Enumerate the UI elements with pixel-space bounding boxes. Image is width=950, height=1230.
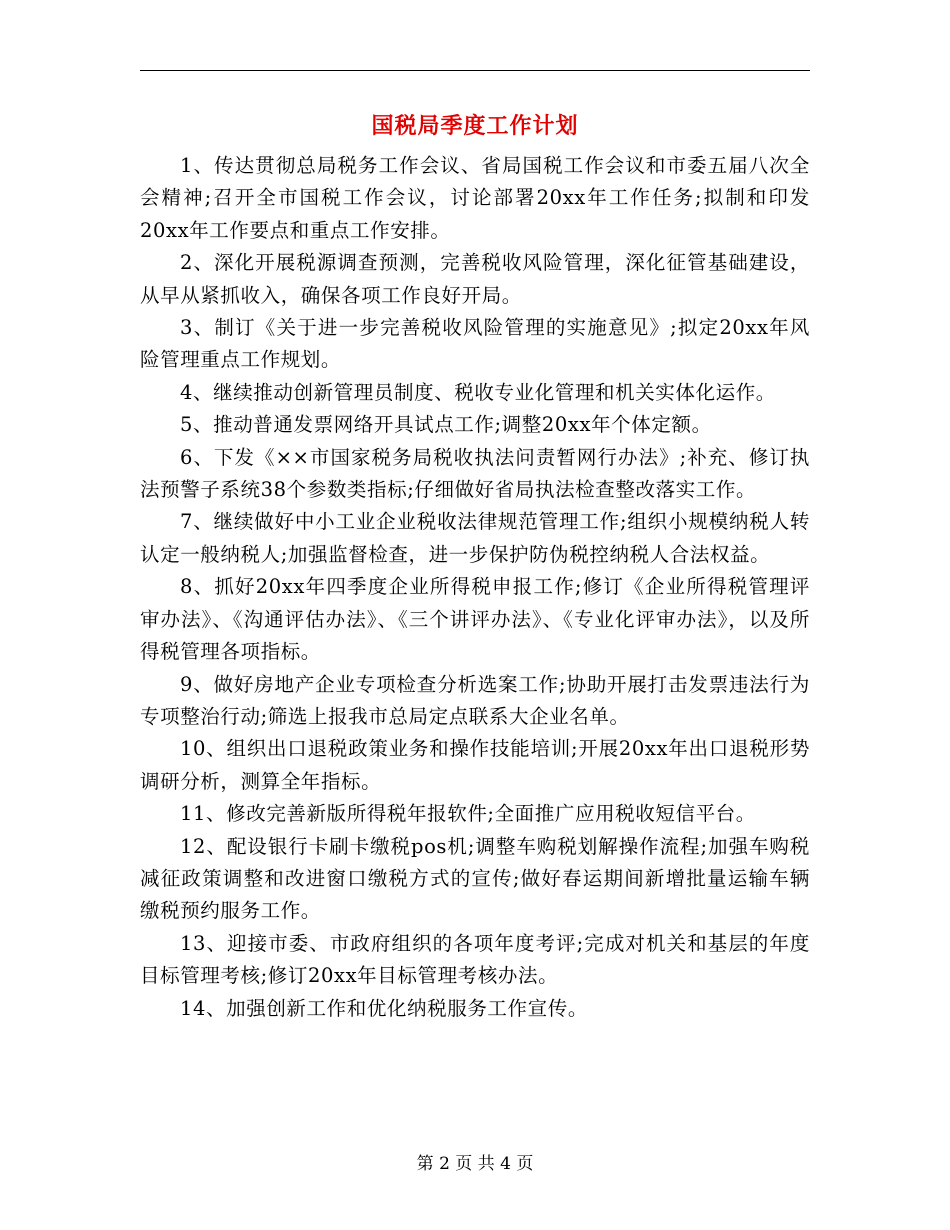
document-title: 国税局季度工作计划 xyxy=(371,113,579,139)
paragraph-13: 13、迎接市委、市政府组织的各项年度考评;完成对机关和基层的年度目标管理考核;修订20xx年目标管理考核办法。 xyxy=(140,931,810,988)
header-rule xyxy=(140,70,810,71)
document-body xyxy=(140,150,810,1025)
paragraph-9: 9、做好房地产企业专项检查分析选案工作;协助开展打击发票违法行为专项整治行动;筛选上报我市总局定点联系大企业名单。 xyxy=(140,672,810,728)
page-footer xyxy=(0,1152,950,1176)
page-number-label: 第 2 页 共 4 页 xyxy=(416,1154,534,1174)
paragraph-4: 4、继续推动创新管理员制度、税收专业化管理和机关实体化运作。 xyxy=(180,380,776,404)
paragraph-7: 7、继续做好中小工业企业税收法律规范管理工作;组织小规模纳税人转认定一般纳税人;加强监督检查，进一步保护防伪税控纳税人合法权益。 xyxy=(140,510,810,566)
paragraph-1: 1、传达贯彻总局税务工作会议、省局国税工作会议和市委五届八次全会精神;召开全市国税工作会议，讨论部署20xx年工作任务;拟制和印发20xx年工作要点和重点工作安排。 xyxy=(140,154,810,242)
paragraph-3: 3、制订《关于进一步完善税收风险管理的实施意见》;拟定20xx年风险管理重点工作规划。 xyxy=(140,316,810,372)
paragraph-5: 5、推动普通发票网络开具试点工作;调整20xx年个体定额。 xyxy=(180,413,712,437)
paragraph-8: 8、抓好20xx年四季度企业所得税申报工作;修订《企业所得税管理评审办法》、《沟通评估办法》、《三个讲评办法》、《专业化评审办法》，以及所得税管理各项指标。 xyxy=(140,575,810,664)
paragraph-14: 14、加强创新工作和优化纳税服务工作宣传。 xyxy=(180,996,588,1020)
paragraph-2: 2、深化开展税源调查预测，完善税收风险管理，深化征管基础建设，从早从紧抓收入，确保各项工作良好开局。 xyxy=(140,251,810,307)
paragraph-6: 6、下发《××市国家税务局税收执法问责暂网行办法》;补充、修订执法预警子系统38个参数类指标;仔细做好省局执法检查整改落实工作。 xyxy=(140,445,810,502)
paragraph-10: 10、组织出口退税政策业务和操作技能培训;开展20xx年出口退税形势调研分析，测算全年指标。 xyxy=(140,737,810,793)
paragraph-12: 12、配设银行卡刷卡缴税pos机;调整车购税划解操作流程;加强车购税减征政策调整和改进窗口缴税方式的宣传;做好春运期间新增批量运输车辆缴税预约服务工作。 xyxy=(140,834,810,923)
paragraph-11: 11、修改完善新版所得税年报软件;全面推广应用税收短信平台。 xyxy=(180,802,756,826)
